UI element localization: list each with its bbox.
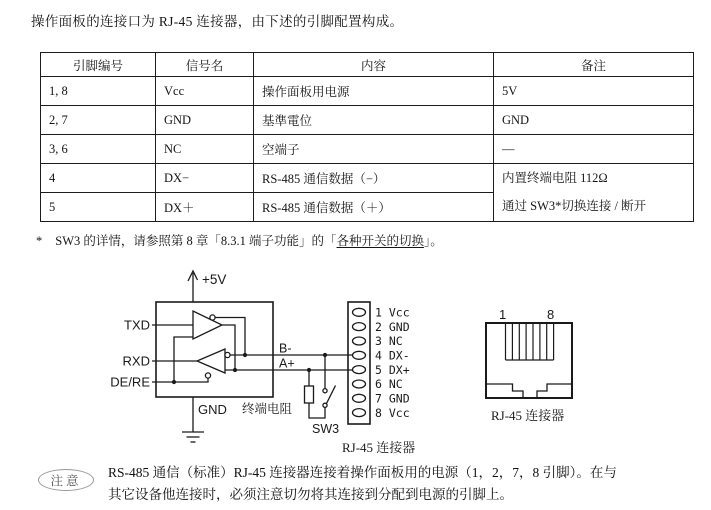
driver-triangle [193,311,222,339]
table-row [41,77,694,106]
jack-connector-label: RJ-45 连接器 [491,408,565,423]
column-header-pin: 引脚编号 [41,53,156,77]
pin-assignment-table [40,52,694,222]
dere-wire [152,378,208,382]
cell-content: 操作面板用电源 [254,77,494,106]
inverter-bubble-icon [210,315,215,320]
circuit-diagram [0,258,711,463]
cell-content: 空端子 [254,135,494,164]
footnote-text: SW3 的详情，请参照第 8 章「8.3.1 端子功能」的「 [55,234,337,248]
cell-pin: 4 [41,164,156,193]
receiver-enable-bubble-icon [205,373,210,378]
gnd-label: GND [198,402,227,417]
cell-content: RS-485 通信数据（＋） [254,193,494,222]
txd-label: TXD [124,317,150,333]
table-row [41,164,694,193]
remark-line: 内置终端电阻 112Ω [502,171,608,185]
cell-signal: NC [156,135,254,164]
terminator-label: 终端电阻 [242,402,293,416]
cell-content: RS-485 通信数据（−） [254,164,494,193]
cell-pin: 2, 7 [41,106,156,135]
table-header-row [41,53,694,77]
jack-pin1-label: 1 [499,307,507,322]
a-plus-label: A+ [279,356,295,371]
driver-enable-wire [174,337,198,382]
cell-signal: GND [156,106,254,135]
jack-pin8-label: 8 [547,307,555,322]
cell-remark: 5V [494,77,694,106]
column-header-signal: 信号名 [156,53,254,77]
rxd-label: RXD [122,353,150,369]
pin-label: 5 DX+ [375,362,410,377]
notice-badge: 注意 [38,469,94,491]
sw3-label: SW3 [312,422,340,436]
column-header-remark: 备注 [494,53,694,77]
jack-latch-left [487,384,523,397]
power-label: +5V [202,272,227,287]
cell-signal: DX− [156,164,254,193]
cell-signal: Vcc [156,77,254,106]
pin-label: 7 GND [375,391,410,406]
cell-pin: 5 [41,193,156,222]
ground-icon [182,432,204,442]
cell-remark: — [494,135,694,164]
cell-remark: GND [494,106,694,135]
sw3-switch [323,386,336,408]
cell-signal: DX＋ [156,193,254,222]
cell-pin: 3, 6 [41,135,156,164]
notice-line: 其它设备他连接时，必须注意切勿将其连接到分配到电源的引脚上。 [108,486,513,502]
pin-contacts [353,308,366,416]
footnote-text-end: 」。 [424,234,443,248]
pin-label: 4 DX- [375,348,410,363]
termination-resistor [305,386,314,403]
sw3-footnote [36,231,443,249]
intro-text: 操作面板的连接口为 RJ-45 连接器，由下述的引脚配置构成。 [31,14,404,29]
notice-line: RS-485 通信（标准）RJ-45 连接器连接着操作面板用的电源（1，2，7，8 引脚）。在与 [108,465,617,480]
cell-remark-merged [494,164,694,222]
cell-content: 基準電位 [254,106,494,135]
receiver-input-bubble-icon [225,352,230,357]
b-minus-label: B- [279,341,292,356]
pin-label: 3 NC [375,334,403,349]
pin-label: 2 GND [375,319,410,334]
pin-label: 1 Vcc [375,305,410,320]
rj45-jack [486,323,572,398]
pin-label: 8 Vcc [375,405,410,420]
pin-strip [348,302,370,424]
footnote-asterisk: * [36,234,43,248]
notice-text [108,462,617,505]
receiver-triangle [197,349,225,373]
column-header-content: 内容 [254,53,494,77]
dere-label: DE/RE [110,374,150,390]
strip-connector-label: RJ-45 连接器 [342,440,416,455]
junction-dots [172,353,327,384]
table-row [41,106,694,135]
table-row [41,135,694,164]
pin-label: 6 NC [375,377,403,392]
cell-pin: 1, 8 [41,77,156,106]
jack-latch-right [537,384,571,397]
remark-line: 通过 SW3*切换连接 / 断开 [502,199,647,213]
switch-reference-link[interactable]: 各种开关的切换 [336,234,425,248]
pin-strip-labels [375,306,410,420]
